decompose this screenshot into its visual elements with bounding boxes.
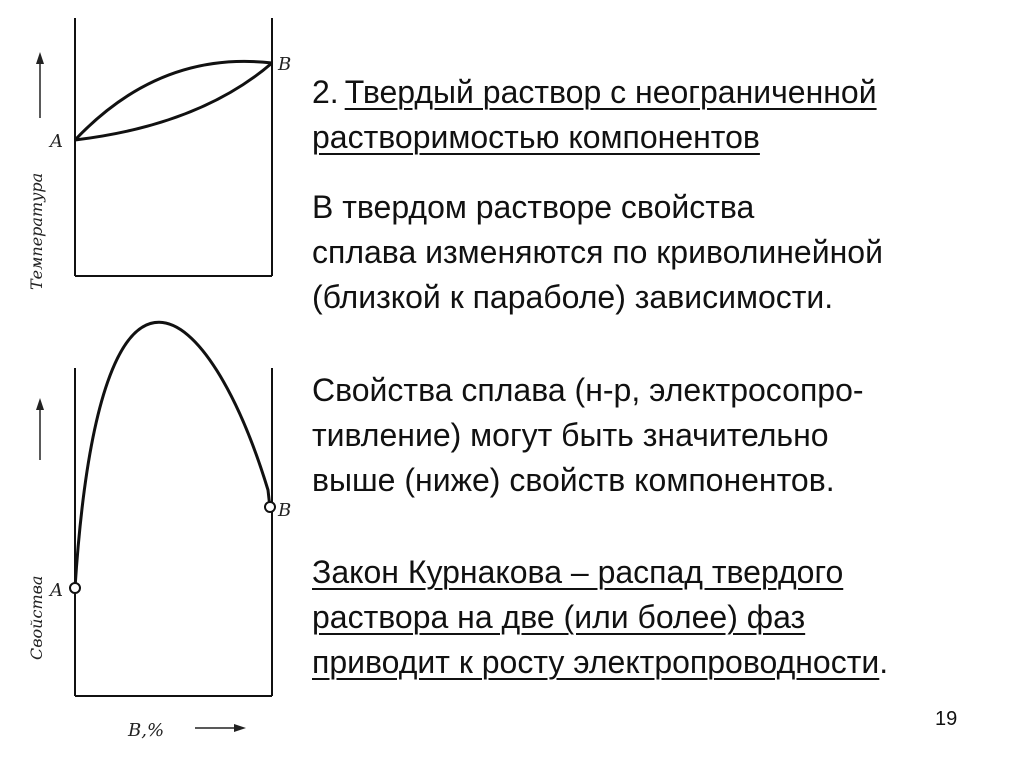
property-arrowhead-icon <box>36 398 44 410</box>
bottom-point-b-label: B <box>278 500 292 521</box>
title-number: 2. <box>312 74 339 110</box>
top-point-b-label: B <box>278 54 292 75</box>
paragraph1-line-2: сплава изменяются по криволинейной <box>312 234 883 270</box>
law-line-2: раствора на две (или более) фаз <box>312 599 806 635</box>
paragraph-properties <box>312 368 864 503</box>
temperature-arrowhead-icon <box>36 52 44 64</box>
slide-title <box>312 70 877 160</box>
temperature-axis-label: Температура <box>27 172 46 290</box>
bottom-point-a-label: A <box>50 580 63 601</box>
point-a-marker <box>70 583 80 593</box>
composition-axis-label: B,% <box>128 720 165 741</box>
paragraph2-line-2: тивление) могут быть значительно <box>312 417 829 453</box>
title-text-1: Твердый раствор с неограниченной <box>344 74 877 110</box>
paragraph2-line-3: выше (ниже) свойств компонентов. <box>312 462 835 498</box>
kurnakov-law <box>312 550 888 685</box>
paragraph1-line-1: В твердом растворе свойства <box>312 189 755 225</box>
paragraph-curvilinear <box>312 185 883 320</box>
top-point-a-label: A <box>50 131 63 152</box>
paragraph2-line-1: Свойства сплава (н-р, электросопро- <box>312 372 864 408</box>
point-b-marker <box>265 502 275 512</box>
law-line-1: Закон Курнакова – распад твердого <box>312 554 844 590</box>
title-line-1 <box>312 70 877 115</box>
title-line-2: растворимостью компонентов <box>312 119 760 155</box>
properties-diagram <box>27 322 291 741</box>
paragraph1-line-3: (близкой к параболе) зависимости. <box>312 279 834 315</box>
law-line-3-wrap <box>312 640 888 685</box>
page-number: 19 <box>935 708 958 730</box>
property-axis-label: Свойства <box>27 575 46 660</box>
composition-arrowhead-icon <box>234 724 246 732</box>
law-line-3: приводит к росту электропроводности <box>312 644 880 680</box>
liquidus-curve <box>75 61 272 140</box>
temperature-diagram <box>27 18 291 290</box>
property-curve <box>75 322 270 588</box>
phase-diagrams <box>0 0 300 767</box>
law-period: . <box>879 644 889 680</box>
